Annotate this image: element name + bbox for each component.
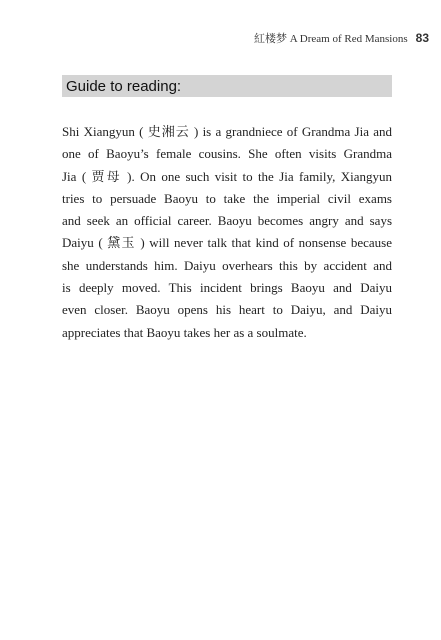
- paragraph-line: is deeply moved. This incident brings Baoyu and Daiyu: [62, 280, 392, 296]
- section-heading-bar: [62, 75, 392, 97]
- paragraph-line: even closer. Baoyu opens his heart to Daiyu, and Daiyu: [62, 302, 392, 318]
- page-number: 83: [415, 31, 429, 45]
- paragraph-line: and seek an official career. Baoyu becomes angry and says: [62, 213, 392, 229]
- paragraph-line: she understands him. Daiyu overhears this by accident and: [62, 257, 392, 273]
- paragraph-line: Jia ( 贾母 ). On one such visit to the Jia family, Xiangyun: [62, 168, 392, 184]
- body-paragraph: [62, 121, 392, 344]
- paragraph-line: tries to persuade Baoyu to take the imperial civil exams: [62, 190, 392, 206]
- section-title: Guide to reading:: [66, 77, 182, 95]
- paragraph-line: Daiyu ( 黛玉 ) will never talk that kind of nonsense because: [62, 235, 392, 251]
- paragraph-line: one of Baoyu’s female cousins. She often visits Grandma: [62, 146, 392, 162]
- paragraph-line: appreciates that Baoyu takes her as a soulmate.: [62, 324, 307, 340]
- running-title: 紅楼梦 A Dream of Red Mansions: [253, 33, 408, 45]
- paragraph-line: Shi Xiangyun ( 史湘云 ) is a grandniece of Grandma Jia and: [62, 124, 392, 139]
- page-header: [254, 30, 429, 46]
